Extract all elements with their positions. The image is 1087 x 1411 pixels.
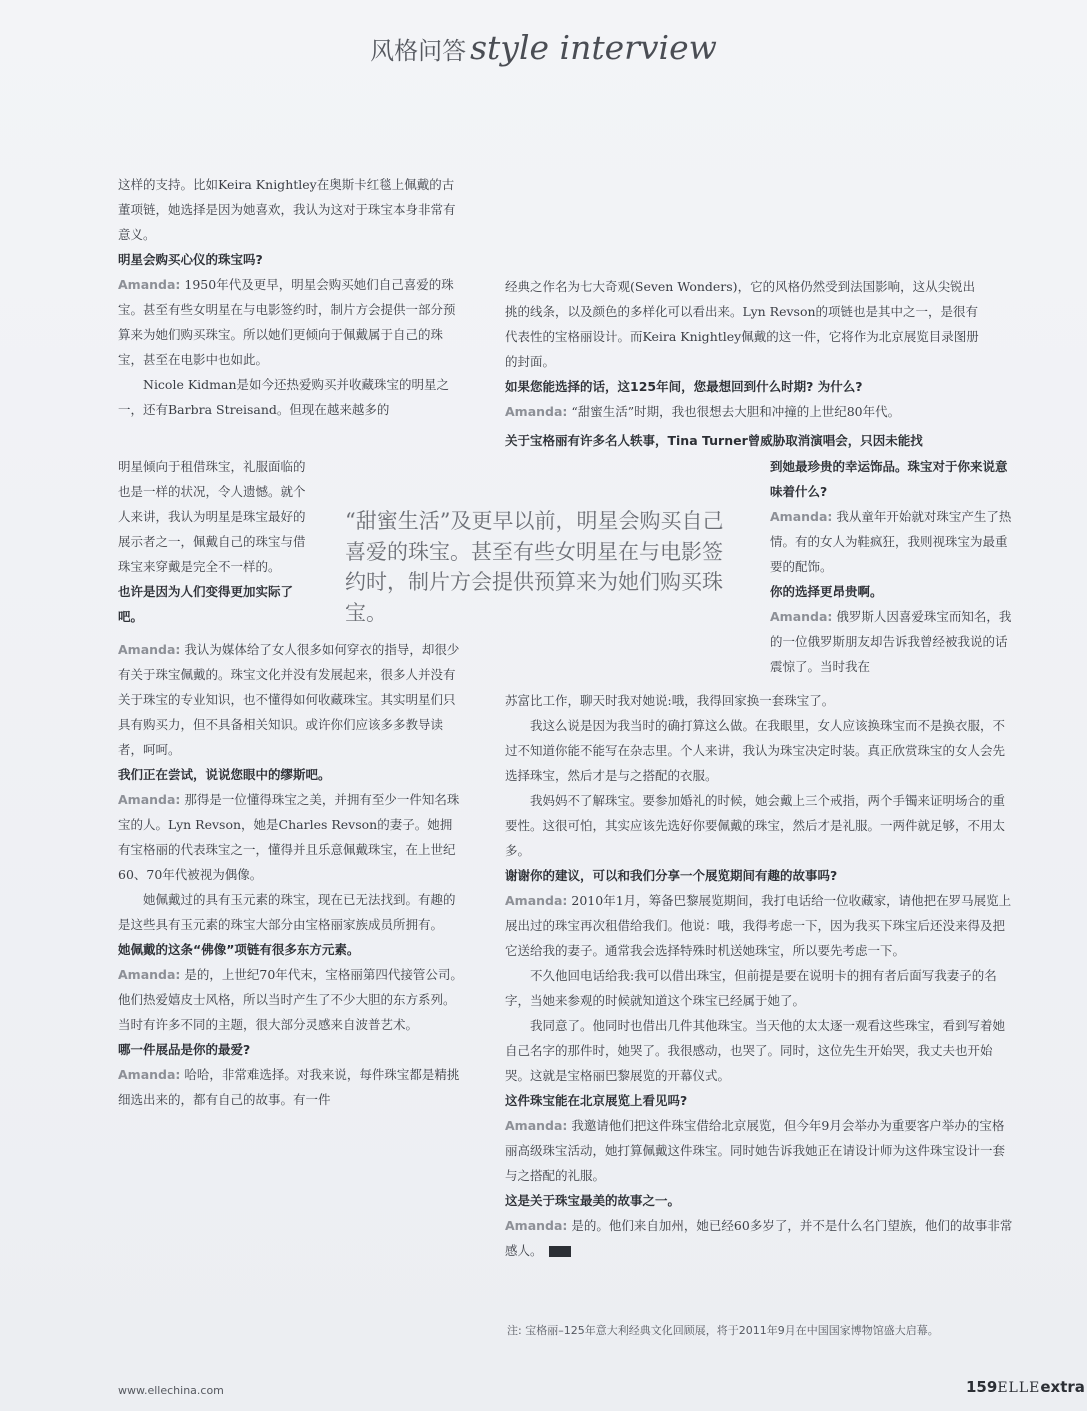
speaker-label: Amanda: (118, 277, 181, 292)
answer-text: 哈哈，非常难选择。对我来说，每件珠宝都是精挑细选出来的，都有自己的故事。有一件 (118, 1067, 460, 1107)
question: 我们正在尝试，说说您眼中的缪斯吧。 (118, 767, 331, 782)
answer (118, 962, 463, 1037)
speaker-label: Amanda: (505, 404, 568, 419)
footer-page-number (966, 1378, 1085, 1396)
section-header (0, 28, 1087, 67)
answer-text: 俄罗斯人因喜爱珠宝而知名，我的一位俄罗斯朋友却告诉我曾经被我说的话震惊了。当时我在 (770, 609, 1012, 674)
question: 你的选择更昂贵啊。 (770, 584, 883, 599)
right-column-question (505, 428, 983, 453)
answer (118, 1062, 463, 1112)
answer (118, 637, 463, 762)
answer-text: 我认为媒体给了女人很多如何穿衣的指导，却很少有关于珠宝佩戴的。珠宝文化并没有发展起来，很多人并没有关于珠宝的专业知识，也不懂得如何收藏珠宝。其实明星们只具有购买力，但不具备相关知识。或许你们应该多多教导读者，呵呵。 (118, 642, 460, 757)
paragraph: 我同意了。他同时也借出几件其他珠宝。当天他的太太逐一观看这些珠宝，看到写着她自己名字的那件时，她哭了。我很感动，也哭了。同时，这位先生开始哭，我丈夫也开始哭。这就是宝格丽巴黎展览的开幕仪式。 (505, 1018, 1006, 1083)
speaker-label: Amanda: (118, 967, 181, 982)
section-title-cn: 风格问答 (370, 37, 467, 65)
answer-text: 是的，上世纪70年代末，宝格丽第四代接管公司。他们热爱嬉皮士风格，所以当时产生了不少大胆的东方系列。当时有许多不同的主题，很大部分灵感来自波普艺术。 (118, 967, 463, 1032)
question: 谢谢你的建议，可以和我们分享一个展览期间有趣的故事吗? (505, 868, 838, 883)
right-column-top (505, 274, 983, 424)
pull-quote: “甜蜜生活”及更早以前，明星会购买自己喜爱的珠宝。甚至有些女明星在与电影签约时，制片方会提供预算来为她们购买珠宝。 (345, 509, 724, 625)
speaker-label: Amanda: (118, 792, 181, 807)
speaker-label: Amanda: (118, 642, 181, 657)
footer-url: www.ellechina.com (118, 1384, 224, 1397)
answer (770, 504, 1015, 579)
paragraph: 苏富比工作，聊天时我对她说:哦，我得回家换一套珠宝了。 (505, 693, 835, 708)
answer-text: 我邀请他们把这件珠宝借给北京展览，但今年9月会举办为重要客户举办的宝格丽高级珠宝活动，她打算佩戴这件珠宝。同时她告诉我她正在请设计师为这件珠宝设计一套与之搭配的礼服。 (505, 1118, 1006, 1183)
paragraph: 我妈妈不了解珠宝。要参加婚礼的时候，她会戴上三个戒指，两个手镯来证明场合的重要性。这很可怕，其实应该先选好你要佩戴的珠宝，然后才是礼服。一两件就足够，不用太多。 (505, 793, 1006, 858)
answer (118, 787, 463, 887)
paragraph: 不久他回电话给我:我可以借出珠宝，但前提是要在说明卡的拥有者后面写我妻子的名字，当她来参观的时候就知道这个珠宝已经属于她了。 (505, 968, 997, 1008)
question: 这件珠宝能在北京展览上看见吗? (505, 1093, 688, 1108)
paragraph: 她佩戴过的具有玉元素的珠宝，现在已无法找到。有趣的是这些具有玉元素的珠宝大部分由宝格丽家族成员所拥有。 (118, 892, 456, 932)
answer (770, 604, 1015, 679)
magazine-logo: ELLE (997, 1380, 1041, 1396)
speaker-label: Amanda: (118, 1067, 181, 1082)
question: 也许是因为人们变得更加实际了吧。 (118, 584, 294, 624)
answer-text: “甜蜜生活”时期，我也很想去大胆和冲撞的上世纪80年代。 (571, 404, 901, 419)
answer-text: 那得是一位懂得珠宝之美，并拥有至少一件知名珠宝的人。Lyn Revson，她是Charles Revson的妻子。她拥有宝格丽的代表珠宝之一，懂得并且乐意佩戴珠宝，在上世纪60、70年代被视为偶像。 (118, 792, 460, 882)
answer-text: 是的。他们来自加州，她已经60多岁了，并不是什么名门望族，他们的故事非常感人。 (505, 1218, 1013, 1258)
answer-text: 2010年1月，筹备巴黎展览期间，我打电话给一位收藏家，请他把在罗马展览上展出过的珠宝再次租借给我们。他说：哦，我得考虑一下，因为我买下珠宝后还没来得及把它送给我的妻子。通常我会选择特殊时机送她珠宝，所以要先考虑一下。 (505, 893, 1012, 958)
paragraph: 这样的支持。比如Keira Knightley在奥斯卡红毯上佩戴的古董项链，她选择是因为她喜欢，我认为这对于珠宝本身非常有意义。 (118, 177, 456, 242)
footnote: 注: 宝格丽–125年意大利经典文化回顾展，将于2011年9月在中国国家博物馆盛大启幕。 (507, 1324, 939, 1337)
page-number: 159 (966, 1378, 998, 1396)
answer (505, 399, 983, 424)
question: 到她最珍贵的幸运饰品。珠宝对于你来说意味着什么? (770, 459, 1008, 499)
speaker-label: Amanda: (505, 893, 568, 908)
paragraph: Nicole Kidman是如今还热爱购买并收藏珠宝的明星之一，还有Barbra Streisand。但现在越来越多的 (118, 377, 450, 417)
paragraph: 明星倾向于租借珠宝，礼服面临的也是一样的状况，令人遗憾。就个人来讲，我认为明星是珠宝最好的展示者之一，佩戴自己的珠宝与借珠宝来穿戴是完全不一样的。 (118, 459, 306, 574)
left-column-top (118, 172, 463, 422)
answer (118, 272, 463, 372)
answer (505, 1213, 1013, 1263)
question: 明星会购买心仪的珠宝吗? (118, 252, 263, 267)
left-column-bottom (118, 637, 463, 1112)
answer-text: 我从童年开始就对珠宝产生了热情。有的女人为鞋疯狂，我则视珠宝为最重要的配饰。 (770, 509, 1012, 574)
right-column-bottom (505, 688, 1013, 1263)
speaker-label: Amanda: (505, 1218, 568, 1233)
question: 哪一件展品是你的最爱? (118, 1042, 251, 1057)
question: 她佩戴的这条“佛像”项链有很多东方元素。 (118, 942, 360, 957)
answer-text: 1950年代及更早，明星会购买她们自己喜爱的珠宝。甚至有些女明星在与电影签约时，制片方会提供一部分预算来为她们购买珠宝。所以她们更倾向于佩戴属于自己的珠宝，甚至在电影中也如此。 (118, 277, 456, 367)
answer (505, 1113, 1013, 1188)
question: 这是关于珠宝最美的故事之一。 (505, 1193, 681, 1208)
end-mark-icon (549, 1246, 571, 1257)
magazine-suffix: extra (1040, 1378, 1085, 1396)
right-column-narrow (770, 454, 1015, 679)
question: 关于宝格丽有许多名人轶事，Tina Turner曾威胁取消演唱会，只因未能找 (505, 433, 923, 448)
paragraph: 经典之作名为七大奇观(Seven Wonders)，它的风格仍然受到法国影响，这从尖锐出挑的线条，以及颜色的多样化可以看出来。Lyn Revson的项链也是其中之一，是很有代表性的宝格丽设计。而Keira Knightley佩戴的这一件，它将作为北京展览目录图册的封面。 (505, 279, 979, 369)
paragraph: 我这么说是因为我当时的确打算这么做。在我眼里，女人应该换珠宝而不是换衣服，不过不知道你能不能写在杂志里。个人来讲，我认为珠宝决定时装。真正欣赏珠宝的女人会先选择珠宝，然后才是与之搭配的衣服。 (505, 718, 1006, 783)
section-title-en: style interview (470, 28, 717, 67)
question: 如果您能选择的话，这125年间，您最想回到什么时期? 为什么? (505, 379, 863, 394)
left-column-narrow (118, 454, 308, 629)
speaker-label: Amanda: (770, 609, 833, 624)
answer (505, 888, 1013, 963)
speaker-label: Amanda: (505, 1118, 568, 1133)
speaker-label: Amanda: (770, 509, 833, 524)
